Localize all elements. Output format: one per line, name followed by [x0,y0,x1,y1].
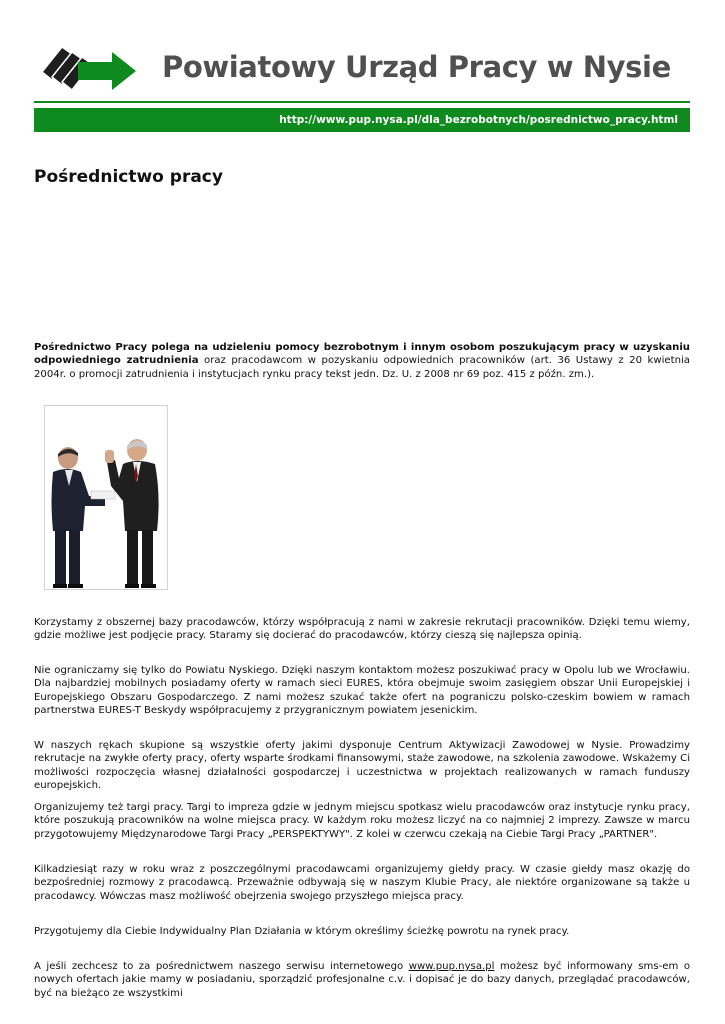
online-service-text-continued: możesz być informowany sms-em o nowych ofertach jakie mamy w posiadaniu, sporządzić profesjonalne c.v. i dopisać je do bazy danych, przeglądać pracodawców, być na bieżąco ze wszystkimi [34,961,690,999]
folders-arrow-icon [38,44,138,94]
page-header [34,40,690,102]
paragraph-job-fairs: Organizujemy też targi pracy. Targi to impreza gdzie w jednym miejscu spotkasz wielu pracodawców oraz instytucje rynku pracy, które poszukują pracowników na wolne miejsca pracy. W każdym roku możesz liczyć na co najmniej 2 imprezy. Zawsze w marcu przygotowujemy Międzynarodowe Targi Pracy „PERSPEKTYWY". Z kolei w czerwcu czekają na Ciebie Targi Pracy „PARTNER". [34,802,690,840]
website-link[interactable]: www.pup.nysa.pl [408,961,495,972]
organization-name: Powiatowy Urząd Pracy w Nysie [162,50,671,84]
paragraph-regions: Nie ograniczamy się tylko do Powiatu Nyskiego. Dzięki naszym kontaktom możesz poszukiwać pracy w Opolu lub we Wrocławiu. Dla najbardziej mobilnych posiadamy oferty w ramach sieci EURES, która obejmuje swoim zasięgiem obszar Unii Europejskiej i Europejskiego Obszaru Gospodarczego. Z nami możesz szukać także ofert na pograniczu polsko-czeskim bowiem w ramach partnerstwa EURES-T Beskydy współpracujemy z przygranicznym powiatem jesenickim. [34,665,690,716]
paragraph-employers: Korzystamy z obszernej bazy pracodawców, którzy współpracują z nami w zakresie rekrutacji pracowników. Dzięki temu wiemy, gdzie możliwe jest podjęcie pracy. Staramy się docierać do pracodawców, którzy cieszą się najlepsza opinią. [34,617,690,642]
online-service-text: A jeśli zechcesz to za pośrednictwem naszego serwisu internetowego [34,961,409,972]
paragraph-online-service [34,960,690,1000]
page-title: Pośrednictwo pracy [34,167,223,187]
intro-paragraph [34,341,690,381]
page-url-bar[interactable]: http://www.pup.nysa.pl/dla_bezrobotnych/posrednictwo_pracy.html [34,108,690,132]
paragraph-action-plan: Przygotujemy dla Ciebie Indywidualny Plan Działania w którym określimy ścieżkę powrotu na rynek pracy. [34,926,570,937]
header-divider [34,101,690,103]
paragraph-offers: W naszych rękach skupione są wszystkie oferty jakimi dysponuje Centrum Aktywizacji Zawodowej w Nysie. Prowadzimy rekrutacje na zwykłe oferty pracy, oferty wsparte środkami finansowymi, staże zawodowe, na szkolenia zawodowe. Wskażemy Ci możliwości rozpoczęcia własnej działalności gospodarczej i uczestnictwa w projektach realizowanych w ramach funduszy europejskich. [34,740,690,791]
intro-bold-text: Pośrednictwo Pracy polega na udzieleniu pomocy bezrobotnym i innym osobom poszukującym pracy w uzyskaniu odpowiedniego zatrudnienia [34,342,690,367]
intro-text: oraz pracodawcom w pozyskaniu odpowiednich pracowników (art. 36 Ustawy z 20 kwietnia 2004r. o promocji zatrudnienia i instytucjach rynku pracy tekst jedn. Dz. U. z 2008 nr 69 poz. 415 z późn. zm.). [34,355,690,380]
paragraph-job-exchanges: Kilkadziesiąt razy w roku wraz z poszczególnymi pracodawcami organizujemy giełdy pracy. W czasie giełdy masz okazję do bezpośredniej rozmowy z pracodawcą. Przeważnie odbywają się w naszym Klubie Pracy, ale niektóre organizowane są także u pracodawcy. Wówczas masz możliwość obejrzenia swojego przyszłego miejsca pracy. [34,864,690,902]
handshake-photo [44,405,168,590]
